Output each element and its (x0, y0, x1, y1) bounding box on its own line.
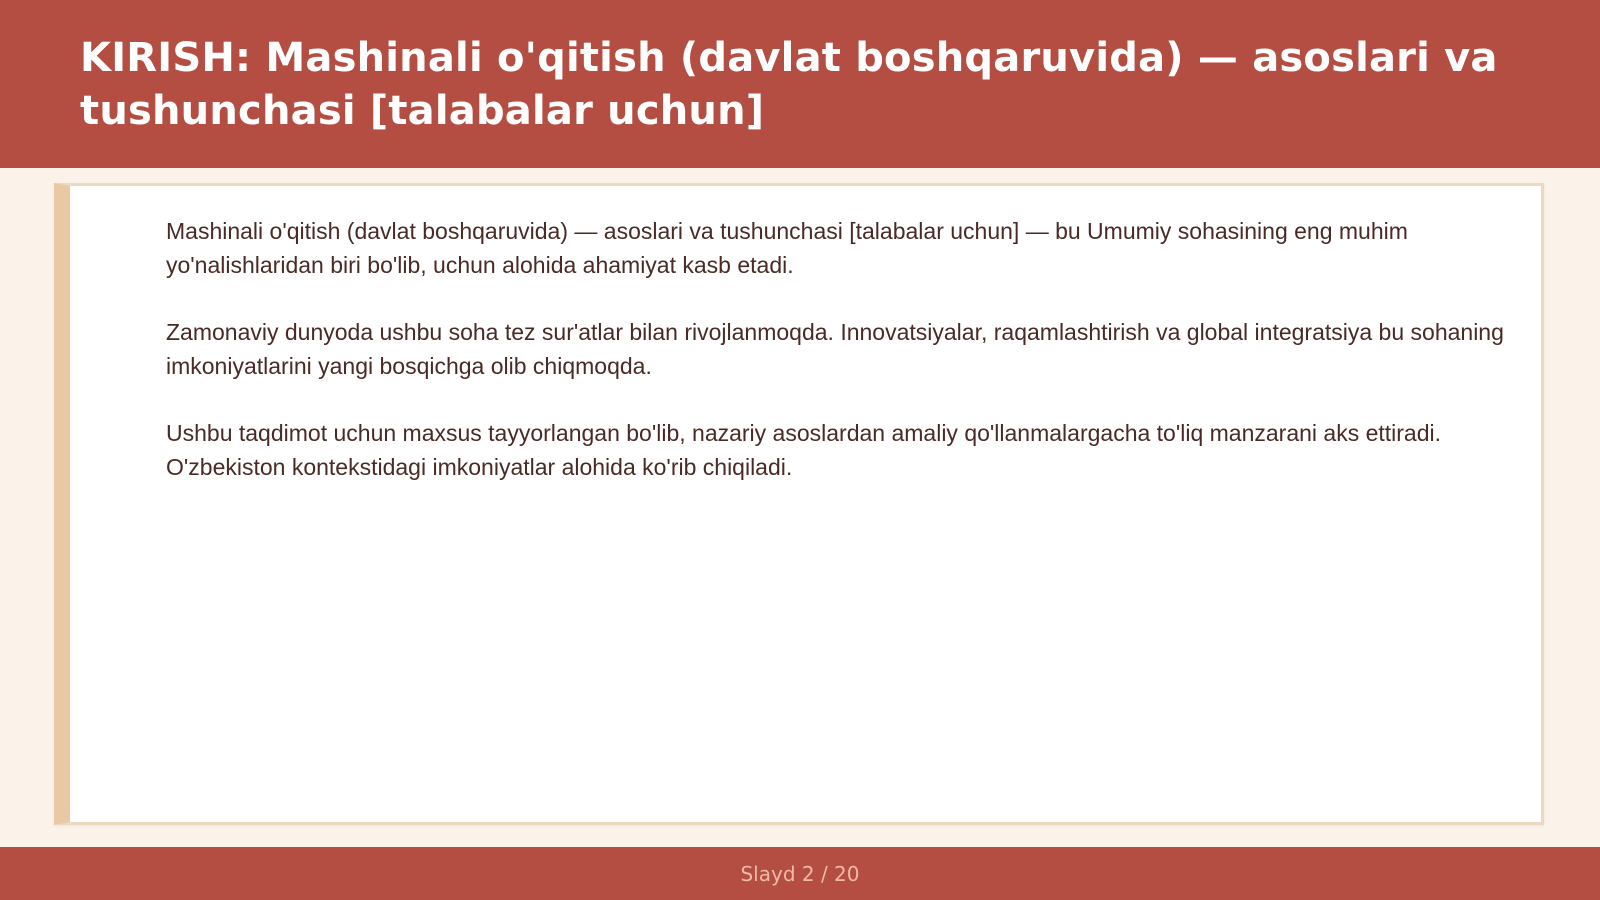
content-card (54, 183, 1544, 825)
paragraph-presentation: Ushbu taqdimot uchun maxsus tayyorlangan bo'lib, nazariy asoslardan amaliy qo'llanmalargacha to'liq manzarani aks ettiradi. O'zbekiston kontekstidagi imkoniyatlar alohida ko'rib chiqiladi. (166, 420, 1442, 480)
content-body (166, 214, 1566, 517)
paragraph-modern-world: Zamonaviy dunyoda ushbu soha tez sur'atlar bilan rivojlanmoqda. Innovatsiyalar, raqamlashtirish va global integratsiya bu sohaning imkoniyatlarini yangi bosqichga olib chiqmoqda. (166, 319, 1504, 379)
slide-title: KIRISH: Mashinali o'qitish (davlat boshqaruvida) — asoslari va tushunchasi [talabalar uchun] (80, 35, 1498, 134)
paragraph-intro: Mashinali o'qitish (davlat boshqaruvida) — asoslari va tushunchasi [talabalar uchun] — bu Umumiy sohasining eng muhim yo'nalishlaridan biri bo'lib, uchun alohida ahamiyat kasb etadi. (166, 218, 1408, 278)
slide-footer (0, 847, 1600, 900)
slide-number: Slayd 2 / 20 (740, 861, 860, 886)
slide-header (0, 0, 1600, 168)
